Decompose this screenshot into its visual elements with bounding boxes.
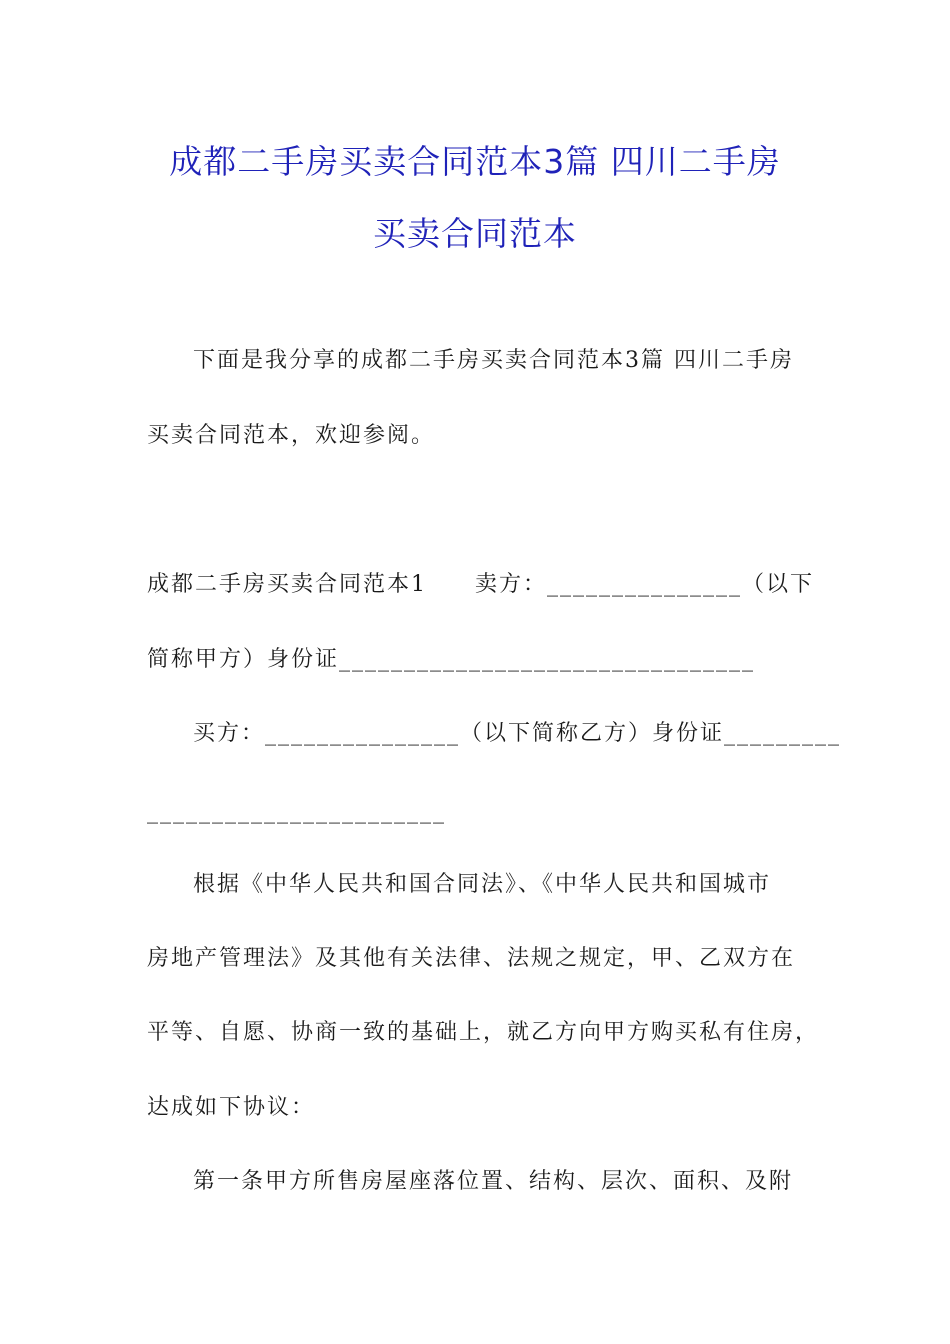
paragraph-line-2: 房地产管理法》及其他有关法律、法规之规定，甲、乙双方在 [147,946,796,971]
buyer-line: 买方：_______________（以下简称乙方）身份证_________ [193,721,842,746]
contract-heading-seller-line: 成都二手房买卖合同范本1 卖方：_______________（以下 [147,572,814,597]
paragraph-line-3: 平等、自愿、协商一致的基础上，就乙方向甲方购买私有住房， [147,1020,820,1045]
intro-line-1: 下面是我分享的成都二手房买卖合同范本3篇 四川二手房 [193,348,794,373]
paragraph-line-4: 达成如下协议： [147,1095,316,1120]
document-title-line-1: 成都二手房买卖合同范本3篇 四川二手房 [169,142,781,181]
seller-id-line: 简称甲方）身份证________________________________ [147,647,756,672]
intro-line-2: 买卖合同范本，欢迎参阅。 [147,423,436,448]
buyer-id-line: _______________________ [147,799,446,824]
paragraph-line-1: 根据《中华人民共和国合同法》、《中华人民共和国城市 [193,872,772,897]
document-title-line-2: 买卖合同范本 [373,214,577,253]
article-one-line: 第一条甲方所售房屋座落位置、结构、层次、面积、及附 [193,1169,794,1194]
